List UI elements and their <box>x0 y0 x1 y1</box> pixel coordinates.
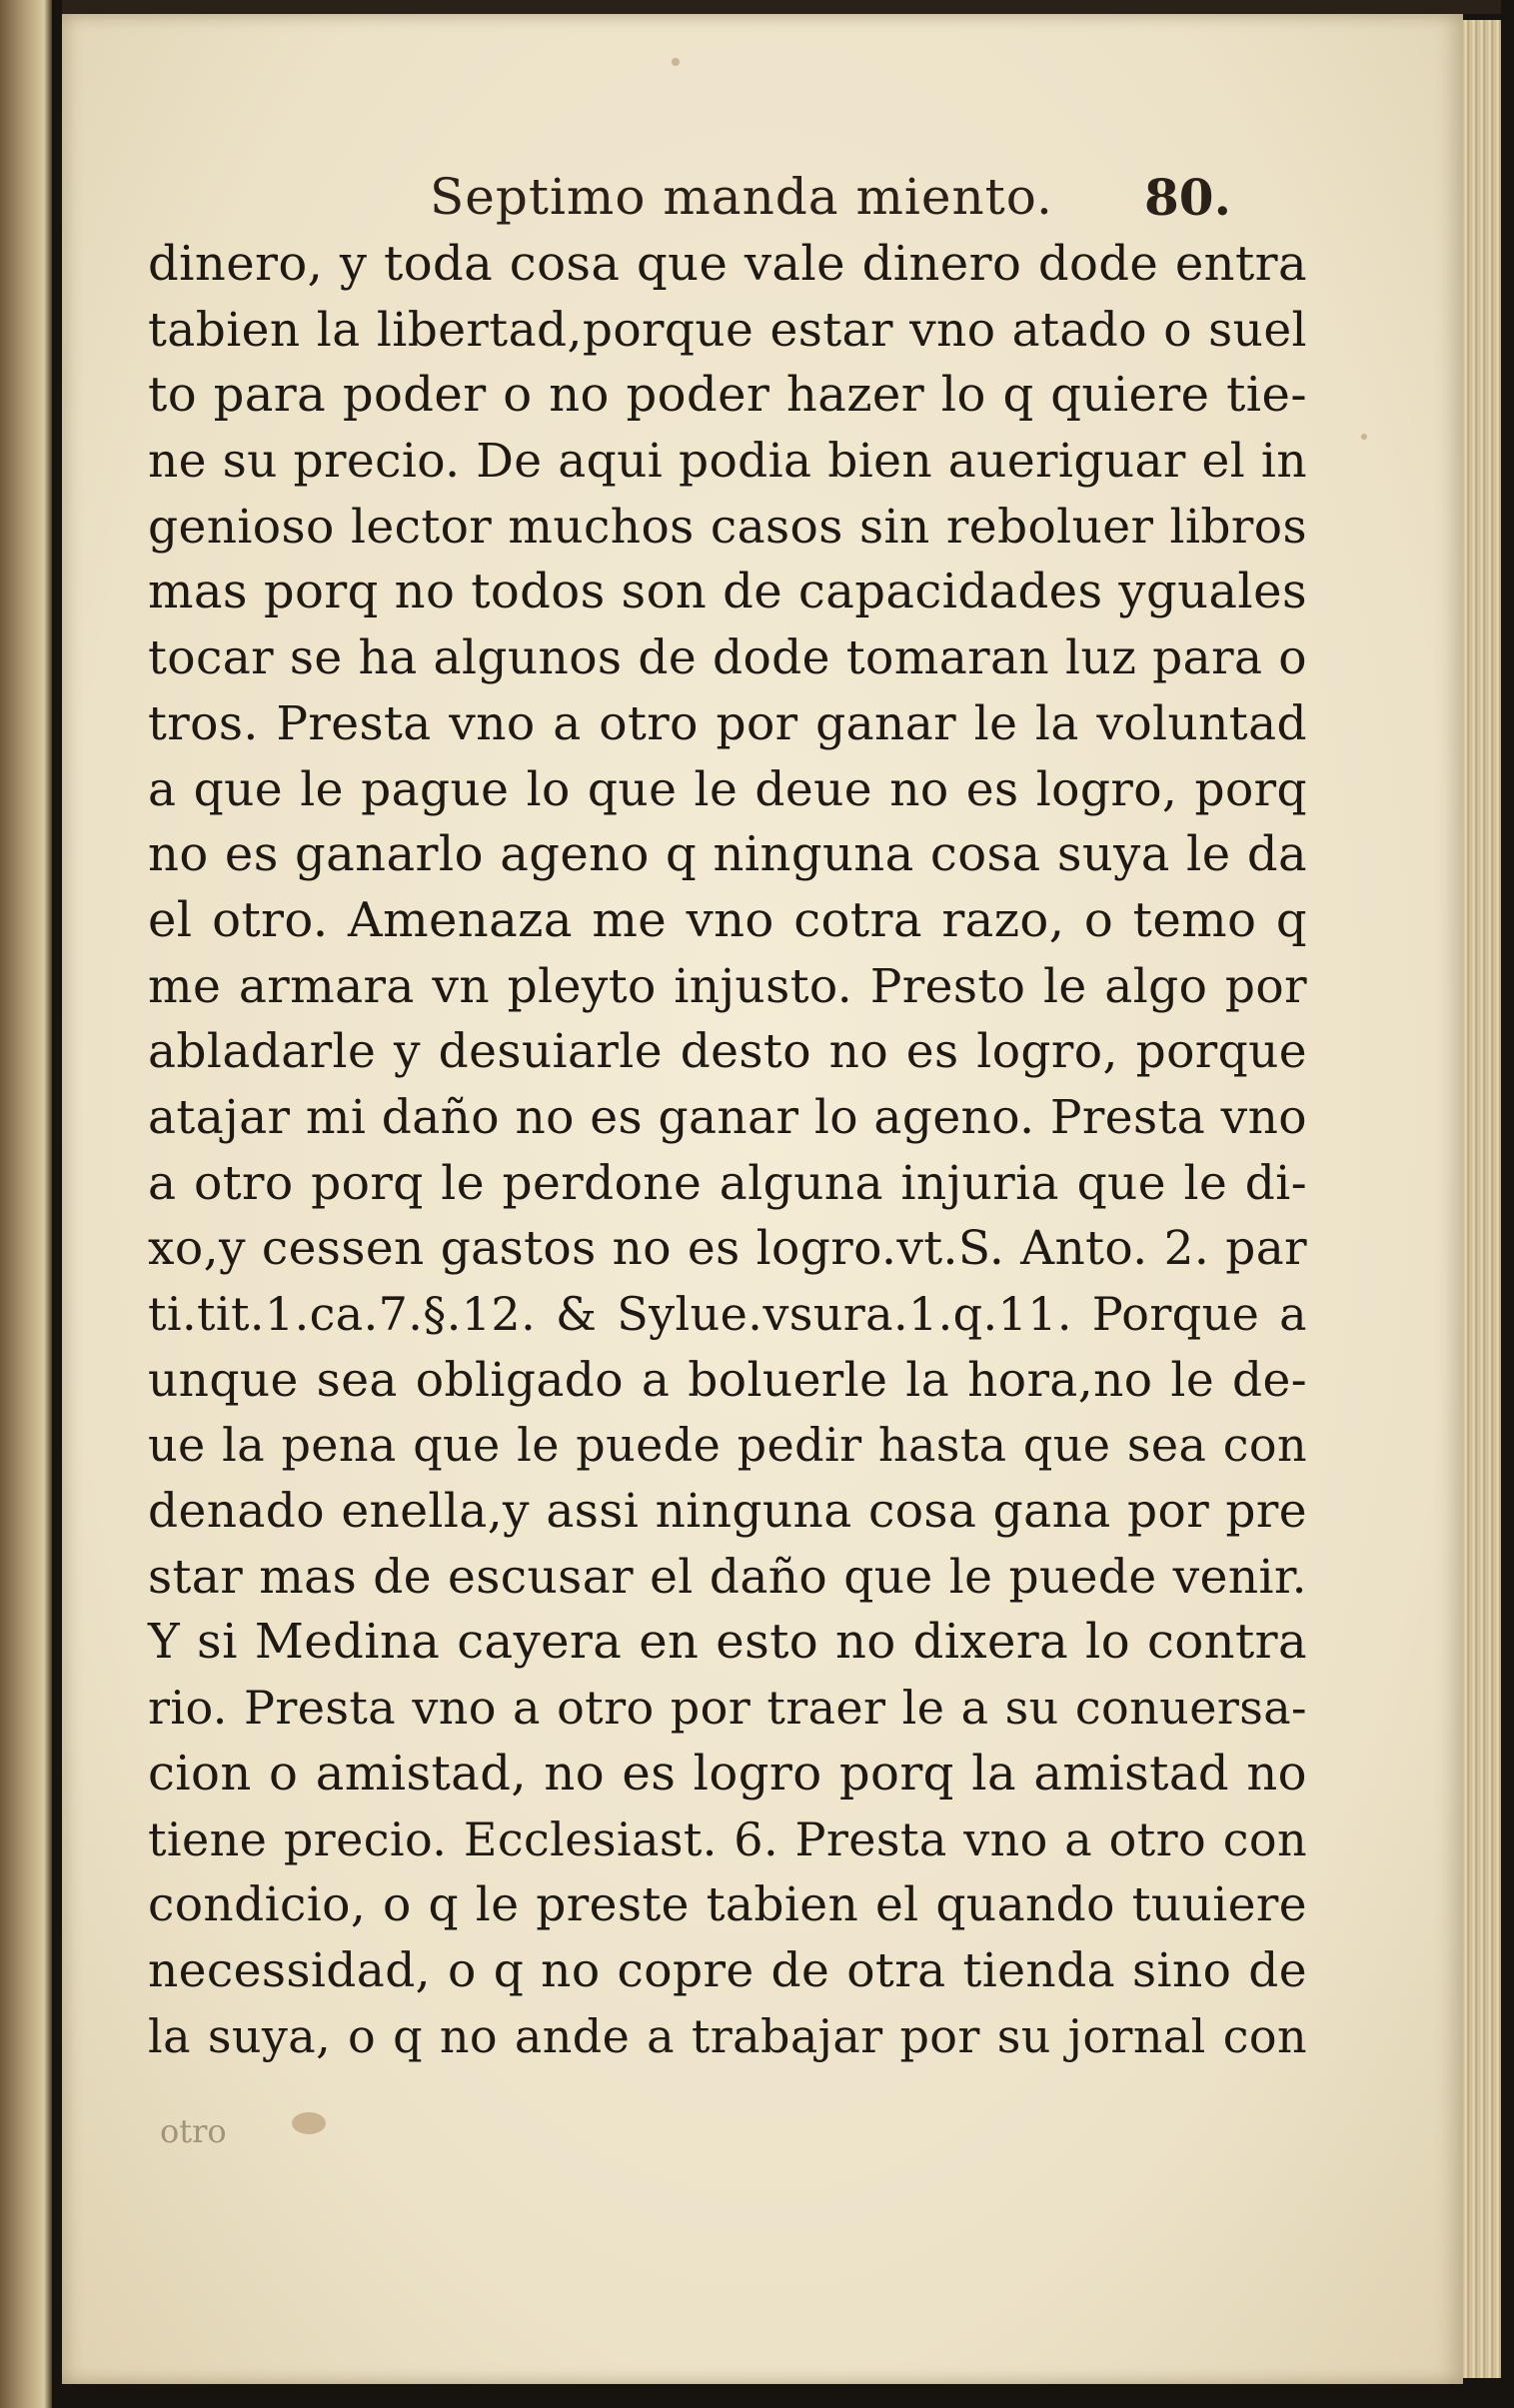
text-line: xo,y cessen gastos no es logro.vt.S. Anto. 2. par <box>148 1221 1307 1277</box>
text-line: tabien la libertad,porque estar vno atado o suel <box>148 302 1307 358</box>
text-line: atajar mi daño no es ganar lo ageno. Presta vno <box>148 1089 1307 1145</box>
running-header <box>430 168 1229 228</box>
text-line: star mas de escusar el daño que le puede venir. <box>148 1549 1307 1605</box>
text-line: dinero, y toda cosa que vale dinero dode entra <box>148 236 1307 292</box>
text-line: abladarle y desuiarle desto no es logro, porque <box>148 1024 1307 1080</box>
text-line: a otro porq le perdone alguna injuria que le di- <box>148 1155 1307 1211</box>
text-line: necessidad, o q no copre de otra tienda sino de <box>148 1942 1307 1998</box>
text-line: el otro. Amenaza me vno cotra razo, o temo q <box>148 891 1307 948</box>
text-line: a que le pague lo que le deue no es logro, porq <box>148 761 1307 817</box>
facing-page-edge <box>0 0 52 2408</box>
paper-speck <box>1361 434 1367 440</box>
text-line: no es ganarlo ageno q ninguna cosa suya le da <box>148 826 1307 883</box>
paper-speck <box>672 58 680 66</box>
body-text <box>148 232 1307 2069</box>
text-line: me armara vn pleyto injusto. Presto le algo por <box>148 958 1307 1014</box>
text-line: ue la pena que le puede pedir hasta que sea con <box>148 1418 1307 1473</box>
text-line: la suya, o q no ande a trabajar por su jornal con <box>148 2008 1307 2063</box>
text-line: rio. Presta vno a otro por traer le a su conuersa- <box>148 1681 1307 1736</box>
text-line: condicio, o q le preste tabien el quando tuuiere <box>148 1877 1307 1933</box>
text-line: tiene precio. Ecclesiast. 6. Presta vno a otro con <box>148 1811 1307 1866</box>
text-line: tros. Presta vno a otro por ganar le la voluntad <box>148 695 1307 751</box>
folio-number: 80. <box>1144 168 1231 227</box>
text-line: mas porq no todos son de capacidades yguales <box>148 564 1307 620</box>
text-line: cion o amistad, no es logro porq la amistad no <box>148 1745 1307 1802</box>
catchword: otro <box>160 2112 227 2150</box>
running-title: Septimo manda miento. <box>430 168 1053 226</box>
text-line: genioso lector muchos casos sin reboluer libros <box>148 499 1307 555</box>
text-line: ti.tit.1.ca.7.§.12. & Sylue.vsura.1.q.11. Porque a <box>148 1287 1307 1341</box>
page-block-edge <box>1463 20 1501 2378</box>
text-line: to para poder o no poder hazer lo q quiere tie- <box>148 367 1307 424</box>
text-line: tocar se ha algunos de dode tomaran luz para o <box>148 630 1307 686</box>
text-line: unque sea obligado a boluerle la hora,no le de- <box>148 1352 1307 1408</box>
ink-stain <box>292 2112 326 2134</box>
top-edge <box>62 0 1501 14</box>
text-line: Y si Medina cayera en esto no dixera lo contra <box>148 1614 1307 1671</box>
text-line: denado enella,y assi ninguna cosa gana por pre <box>148 1484 1307 1540</box>
text-line: ne su precio. De aqui podia bien aueriguar el in <box>148 434 1307 490</box>
